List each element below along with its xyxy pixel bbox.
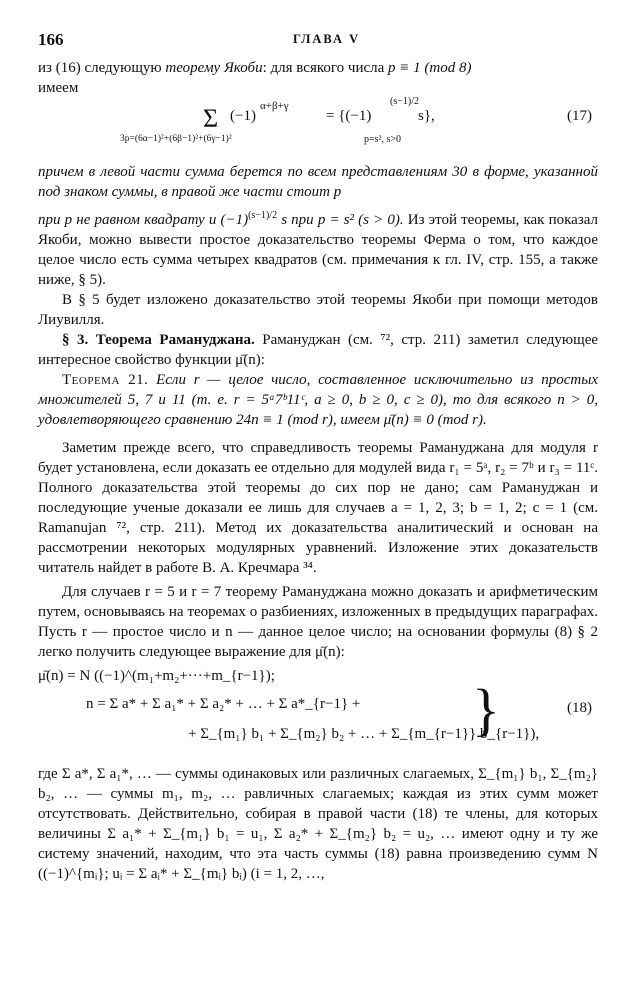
equation-number-17: (17)	[567, 108, 592, 124]
paragraph-intro: из (16) следующую теорему Якоби: для всякого числа p ≡ 1 (mod 8) имеем	[38, 60, 472, 96]
theorem-21: Теорема 21. Если r — целое число, составленное исключительно из простых множителей 5, 7 и 11 (т. е. r = 5ᵃ7ᵇ11ᶜ, a ≥ 0, b ≥ 0, c ≥ 0), то для всякого n > 0, удовлетворяющего сравнению 24n ≡ 1 (mod r), имеем μ̄(n) ≡ 0 (mod r).	[38, 372, 599, 428]
paragraph-ramanujan-intro: § 3. Теорема Рамануджана. Рамануджан (см. ⁷², стр. 211) заметил следующее интересное свойство функции μ̄(n):	[38, 332, 599, 368]
chapter-title: ГЛАВА V	[293, 32, 361, 46]
paragraph-jacobi-cont: при p не равном квадрату и $(-1)^{(s-1)/2}$ s при p = s² (s > 0). Из этой теоремы, как показал Якоби, можно вывести простое доказательство теоремы Ферма о том, что каждое целое число есть сумма четырех квадратов (см. примечания к гл. IV, стр. 155, а также ниже, § 5).	[38, 210, 599, 288]
equation-18: μ̄(n) = N ((−1)^(m₁+m₂+···+m_{r−1}); n = Σ a* + Σ a₁* + Σ a₂* + … + Σ a*_{r−1} + + Σ_{m₁} b₁ + Σ_{m₂} b₂ + … + Σ_{m_{r−1}} b_{r−1}), } (18)	[38, 668, 598, 760]
paragraph-liouville: В § 5 будет изложено доказательство этой теоремы Якоби при помощи методов Лиувилля.	[38, 292, 598, 328]
book-page	[38, 30, 598, 980]
paragraph-jacobi-remark: причем в левой части сумма берется по всем представлениям 30 в форме, указанной под знаком суммы, в правой же части стоит p	[38, 164, 598, 200]
brace: }	[472, 677, 500, 742]
running-header	[38, 30, 598, 58]
page-number: 166	[38, 30, 64, 49]
equation-17: Σ (−1) α+β+γ 3p=(6α−1)²+(6β−1)²+(6γ−1)² = {(−1) (s−1)/2 s}, p=s², s>0 (17)	[120, 96, 592, 145]
paragraph-explanation: где Σ a*, Σ a₁*, … — суммы одинаковых или различных слагаемых, Σ_{m₁} b₁, Σ_{m₂} b₂, … — суммы m₁, m₂, … равличных слагаемых; каждая из этих сумм может отсутствовать. Действительно, собирая в правой части (18) те члены, для которых величины Σ a₁* + Σ_{m₁} b₁ = u₁, Σ a₂* + Σ_{m₂} b₂ = u₂, … имеют одну и ту же систему значений, находим, что эта часть суммы (18) равна произведению сумм N ((−1)^{mᵢ}; uᵢ = Σ aᵢ* + Σ_{mᵢ} bᵢ) (i = 1, 2, …,	[38, 766, 598, 882]
section-title: § 3. Теорема Рамануджана.	[62, 332, 255, 348]
paragraph-proof-status: Заметим прежде всего, что справедливость теоремы Рамануджана для модуля r будет установлена, если доказать ее отдельно для модулей вида r₁ = 5ᵃ, r₂ = 7ᵇ и r₃ = 11ᶜ. Полного доказательства этой теоремы до сих пор не дано; сам Рамануджан и последующие ученые доказали ее лишь для случаев a = 1, 2, 3; b = 1, 2; c = 1 (см. Ramanujan ⁷², стр. 211). Метод их доказательства аналитический и основан на рассмотрении некоторых модулярных уравнений. Изложение этих доказательств читатель найдет в работе В. А. Кречмара ³⁴.	[38, 440, 598, 576]
paragraph-arithmetic: Для случаев r = 5 и r = 7 теорему Рамануджана можно доказать и арифметическим путем, основываясь на теоремах о разбиениях, изложенных в предыдущих параграфах. Пусть r — простое число и n — данное целое число; на основании формулы (8) § 2 легко получить следующее выражение для μ̄(n):	[38, 584, 598, 660]
equation-number-18: (18)	[567, 700, 592, 716]
